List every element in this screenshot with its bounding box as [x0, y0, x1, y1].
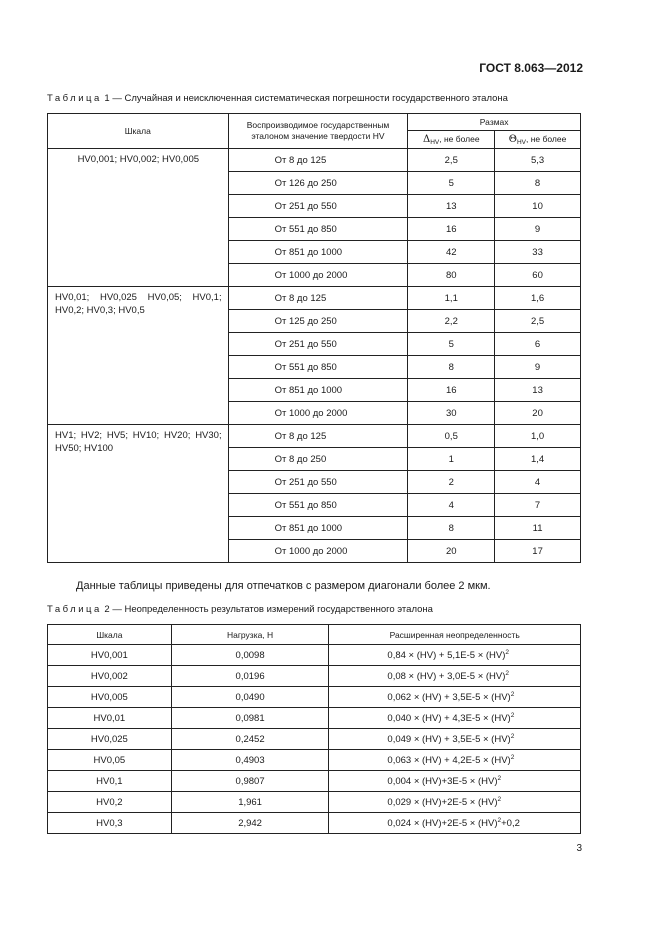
t1-header-size: Размах — [408, 114, 581, 131]
range-cell: От 1000 до 2000 — [228, 264, 408, 287]
scale-cell: HV0,3 — [48, 813, 172, 834]
table-row — [48, 771, 581, 792]
table1 — [47, 113, 581, 563]
theta-cell: 60 — [495, 264, 581, 287]
theta-symbol: Θ — [508, 133, 517, 145]
load-cell: 0,0490 — [171, 687, 329, 708]
standard-code: ГОСТ 8.063—2012 — [479, 61, 583, 75]
range-cell: От 251 до 550 — [228, 333, 408, 356]
scale-cell: HV0,025 — [48, 729, 172, 750]
t2-header-load: Нагрузка, Н — [171, 625, 329, 645]
uncertainty-cell — [329, 813, 581, 834]
theta-cell: 6 — [495, 333, 581, 356]
delta-cell: 30 — [408, 402, 495, 425]
uncertainty-exponent: 2 — [497, 775, 502, 782]
uncertainty-expression: 0,062 × (HV) + 3,5E-5 × (HV) — [387, 692, 511, 703]
table1-caption — [47, 93, 508, 104]
delta-cell: 2 — [408, 471, 495, 494]
range-cell: От 125 до 250 — [228, 310, 408, 333]
scale-cell: HV0,1 — [48, 771, 172, 792]
uncertainty-expression: 0,024 × (HV)+2E-5 × (HV) — [387, 818, 498, 829]
load-cell: 0,4903 — [171, 750, 329, 771]
uncertainty-expression: 0,063 × (HV) + 4,2E-5 × (HV) — [387, 755, 511, 766]
delta-cell: 1 — [408, 448, 495, 471]
range-cell: От 551 до 850 — [228, 494, 408, 517]
uncertainty-exponent: 2 — [497, 817, 502, 824]
table-row — [48, 813, 581, 834]
t1-header-theta — [495, 131, 581, 149]
theta-cell: 17 — [495, 540, 581, 563]
range-cell: От 8 до 250 — [228, 448, 408, 471]
theta-cell: 1,0 — [495, 425, 581, 448]
delta-cell: 80 — [408, 264, 495, 287]
page-number: 3 — [576, 843, 582, 854]
table-row — [48, 287, 581, 310]
theta-cell: 10 — [495, 195, 581, 218]
theta-cell: 20 — [495, 402, 581, 425]
uncertainty-expression: 0,029 × (HV)+2E-5 × (HV) — [387, 797, 498, 808]
delta-header-text: , не более — [439, 133, 480, 144]
theta-cell: 8 — [495, 172, 581, 195]
uncertainty-cell — [329, 792, 581, 813]
delta-cell: 2,2 — [408, 310, 495, 333]
theta-header-text: , не более — [526, 133, 567, 144]
uncertainty-exponent: 2 — [505, 649, 510, 656]
delta-cell: 13 — [408, 195, 495, 218]
delta-cell: 2,5 — [408, 149, 495, 172]
table-row — [48, 149, 581, 172]
range-cell: От 851 до 1000 — [228, 241, 408, 264]
delta-cell: 4 — [408, 494, 495, 517]
theta-subscript: HV — [516, 138, 527, 146]
load-cell: 0,2452 — [171, 729, 329, 750]
table-row — [48, 425, 581, 448]
scale-cell: HV0,2 — [48, 792, 172, 813]
uncertainty-cell — [329, 750, 581, 771]
t1-header-value: Воспроизводимое государственным эталоном значение твердости HV — [228, 114, 408, 149]
table2-title: 2 — Неопределенность результатов измерений государственного эталона — [104, 604, 433, 615]
uncertainty-expression: 0,049 × (HV) + 3,5E-5 × (HV) — [387, 734, 511, 745]
t2-header-uncertainty: Расширенная неопределенность — [329, 625, 581, 645]
load-cell: 0,0981 — [171, 708, 329, 729]
uncertainty-cell — [329, 708, 581, 729]
delta-cell: 16 — [408, 379, 495, 402]
scale-cell: HV0,05 — [48, 750, 172, 771]
delta-symbol: Δ — [422, 133, 431, 145]
uncertainty-cell — [329, 771, 581, 792]
theta-cell: 13 — [495, 379, 581, 402]
uncertainty-exponent: 2 — [510, 691, 515, 698]
t1-header-scale: Шкала — [48, 114, 229, 149]
uncertainty-cell — [329, 687, 581, 708]
scale-group-cell: HV1; HV2; HV5; HV10; HV20; HV30; HV50; HV100 — [48, 425, 229, 563]
table-row — [48, 729, 581, 750]
range-cell: От 551 до 850 — [228, 356, 408, 379]
delta-subscript: HV — [430, 138, 440, 146]
range-cell: От 551 до 850 — [228, 218, 408, 241]
delta-cell: 5 — [408, 333, 495, 356]
range-cell: От 251 до 550 — [228, 195, 408, 218]
table-row — [48, 750, 581, 771]
table-row — [48, 645, 581, 666]
scale-group-cell: HV0,001; HV0,002; HV0,005 — [48, 149, 229, 287]
delta-cell: 0,5 — [408, 425, 495, 448]
range-cell: От 8 до 125 — [228, 149, 408, 172]
uncertainty-cell — [329, 666, 581, 687]
delta-cell: 8 — [408, 356, 495, 379]
range-cell: От 8 до 125 — [228, 287, 408, 310]
uncertainty-expression: 0,004 × (HV)+3E-5 × (HV) — [387, 776, 498, 787]
delta-cell: 1,1 — [408, 287, 495, 310]
uncertainty-cell — [329, 645, 581, 666]
load-cell: 2,942 — [171, 813, 329, 834]
range-cell: От 851 до 1000 — [228, 517, 408, 540]
table-row — [48, 708, 581, 729]
uncertainty-expression: 0,040 × (HV) + 4,3E-5 × (HV) — [387, 713, 511, 724]
scale-cell: HV0,01 — [48, 708, 172, 729]
theta-cell: 2,5 — [495, 310, 581, 333]
theta-cell: 9 — [495, 356, 581, 379]
table-row — [48, 666, 581, 687]
theta-cell: 4 — [495, 471, 581, 494]
table-row — [48, 687, 581, 708]
t1-header-delta — [408, 131, 495, 149]
range-cell: От 1000 до 2000 — [228, 402, 408, 425]
delta-cell: 42 — [408, 241, 495, 264]
delta-cell: 20 — [408, 540, 495, 563]
scale-cell: HV0,005 — [48, 687, 172, 708]
theta-cell: 9 — [495, 218, 581, 241]
theta-cell: 11 — [495, 517, 581, 540]
range-cell: От 251 до 550 — [228, 471, 408, 494]
load-cell: 0,0098 — [171, 645, 329, 666]
uncertainty-exponent: 2 — [510, 733, 515, 740]
scale-cell: HV0,002 — [48, 666, 172, 687]
uncertainty-exponent: 2 — [510, 712, 515, 719]
range-cell: От 126 до 250 — [228, 172, 408, 195]
theta-cell: 5,3 — [495, 149, 581, 172]
theta-cell: 7 — [495, 494, 581, 517]
range-cell: От 1000 до 2000 — [228, 540, 408, 563]
table2-caption — [47, 604, 433, 615]
uncertainty-exponent: 2 — [497, 796, 502, 803]
load-cell: 0,0196 — [171, 666, 329, 687]
scale-cell: HV0,001 — [48, 645, 172, 666]
range-cell: От 8 до 125 — [228, 425, 408, 448]
uncertainty-exponent: 2 — [505, 670, 510, 677]
theta-cell: 1,4 — [495, 448, 581, 471]
uncertainty-expression: 0,08 × (HV) + 3,0E-5 × (HV) — [387, 671, 506, 682]
delta-cell: 5 — [408, 172, 495, 195]
uncertainty-cell — [329, 729, 581, 750]
load-cell: 0,9807 — [171, 771, 329, 792]
t2-header-scale: Шкала — [48, 625, 172, 645]
range-cell: От 851 до 1000 — [228, 379, 408, 402]
table1-title: 1 — Случайная и неисключенная систематическая погрешности государственного эталона — [104, 93, 508, 104]
table1-label: Таблица — [47, 93, 102, 104]
table2 — [47, 624, 581, 834]
scale-group-cell: HV0,01; HV0,025 HV0,05; HV0,1; HV0,2; HV0,3; HV0,5 — [48, 287, 229, 425]
theta-cell: 1,6 — [495, 287, 581, 310]
uncertainty-exponent: 2 — [510, 754, 515, 761]
load-cell: 1,961 — [171, 792, 329, 813]
table2-label: Таблица — [47, 604, 102, 615]
uncertainty-tail: +0,2 — [501, 818, 520, 829]
table-row — [48, 792, 581, 813]
delta-cell: 16 — [408, 218, 495, 241]
theta-cell: 33 — [495, 241, 581, 264]
table-note: Данные таблицы приведены для отпечатков с размером диагонали более 2 мкм. — [76, 580, 491, 592]
delta-cell: 8 — [408, 517, 495, 540]
uncertainty-expression: 0,84 × (HV) + 5,1E-5 × (HV) — [387, 650, 506, 661]
